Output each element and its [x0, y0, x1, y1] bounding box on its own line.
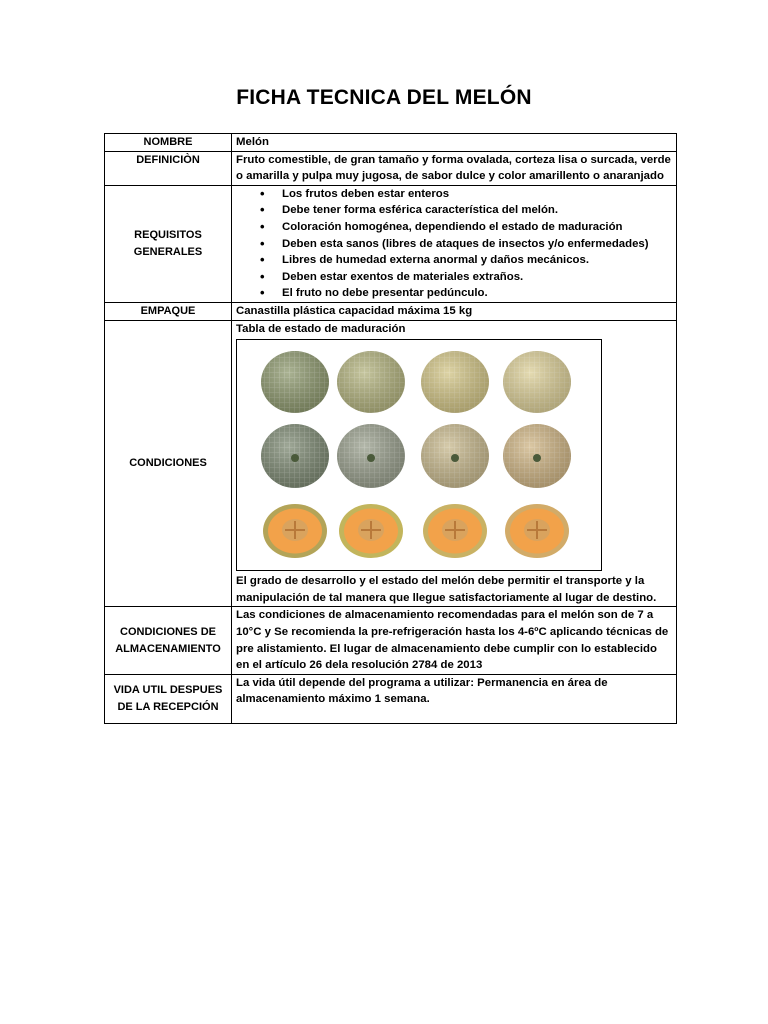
list-item: • El fruto no debe presentar pedúnculo.	[282, 285, 672, 302]
requirements-list	[236, 186, 672, 302]
label-vida-util: VIDA UTIL DESPUES DE LA RECEPCIÓN	[105, 674, 232, 723]
value-condiciones	[232, 320, 677, 607]
value-empaque: Canastilla plástica capacidad máxima 15 kg	[232, 302, 677, 320]
list-item: • Deben esta sanos (libres de ataques de insectos y/o enfermedades)	[282, 236, 672, 253]
melon-shading	[337, 351, 405, 413]
list-item: • Deben estar exentos de materiales extraños.	[282, 269, 672, 286]
value-vida-util: La vida útil depende del programa a utilizar: Permanencia en área de almacenamiento máximo 1 semana.	[232, 674, 677, 723]
list-item: • Los frutos deben estar enteros	[282, 186, 672, 203]
list-item: • Libres de humedad externa anormal y daños mecánicos.	[282, 252, 672, 269]
row-vida-util	[105, 674, 677, 723]
label-nombre: NOMBRE	[105, 134, 232, 152]
figure-caption: Tabla de estado de maduración	[236, 322, 406, 335]
label-definicion: DEFINICIÒN	[105, 151, 232, 185]
label-condiciones: CONDICIONES	[105, 320, 232, 607]
condiciones-text: El grado de desarrollo y el estado del melón debe permitir el transporte y la manipulación de tal manera que llegue satisfactoriamente al lugar de destino.	[236, 575, 657, 604]
melon-stem-scar	[367, 454, 375, 462]
label-requisitos: REQUISITOS GENERALES	[105, 185, 232, 302]
list-item: • Coloración homogénea, dependiendo el estado de maduración	[282, 219, 672, 236]
value-almacenamiento: Las condiciones de almacenamiento recomendadas para el melón son de 7 a 10°C y Se recomienda la pre-refrigeración hasta los 4-6ºC aplicando técnicas de pre alistamiento. El lugar de almacenamiento debe cumplir con lo establecido en el artículo 26 dela resolución 2784 de 2013	[232, 607, 677, 674]
label-almacenamiento: CONDICIONES DE ALMACENAMIENTO	[105, 607, 232, 674]
value-definicion: Fruto comestible, de gran tamaño y forma ovalada, corteza lisa o surcada, verde o amarilla y pulpa muy jugosa, de sabor dulce y color amarillento o anaranjado	[232, 151, 677, 185]
melon-stem-scar	[291, 454, 299, 462]
row-definicion	[105, 151, 677, 185]
value-nombre: Melón	[232, 134, 677, 152]
spec-table	[104, 133, 677, 724]
row-condiciones	[105, 320, 677, 607]
row-empaque	[105, 302, 677, 320]
melon-shading	[503, 351, 571, 413]
melon-shading	[421, 351, 489, 413]
label-empaque: EMPAQUE	[105, 302, 232, 320]
melon-stem-scar	[533, 454, 541, 462]
ripening-stage-figure	[236, 339, 602, 571]
list-item: • Debe tener forma esférica característica del melón.	[282, 202, 672, 219]
document-title: FICHA TECNICA DEL MELÓN	[236, 86, 532, 109]
melon-photo-grid	[237, 340, 601, 570]
row-nombre	[105, 134, 677, 152]
row-requisitos	[105, 185, 677, 302]
value-requisitos	[232, 185, 677, 302]
melon-stem-scar	[451, 454, 459, 462]
row-almacenamiento	[105, 607, 677, 674]
melon-shading	[261, 351, 329, 413]
